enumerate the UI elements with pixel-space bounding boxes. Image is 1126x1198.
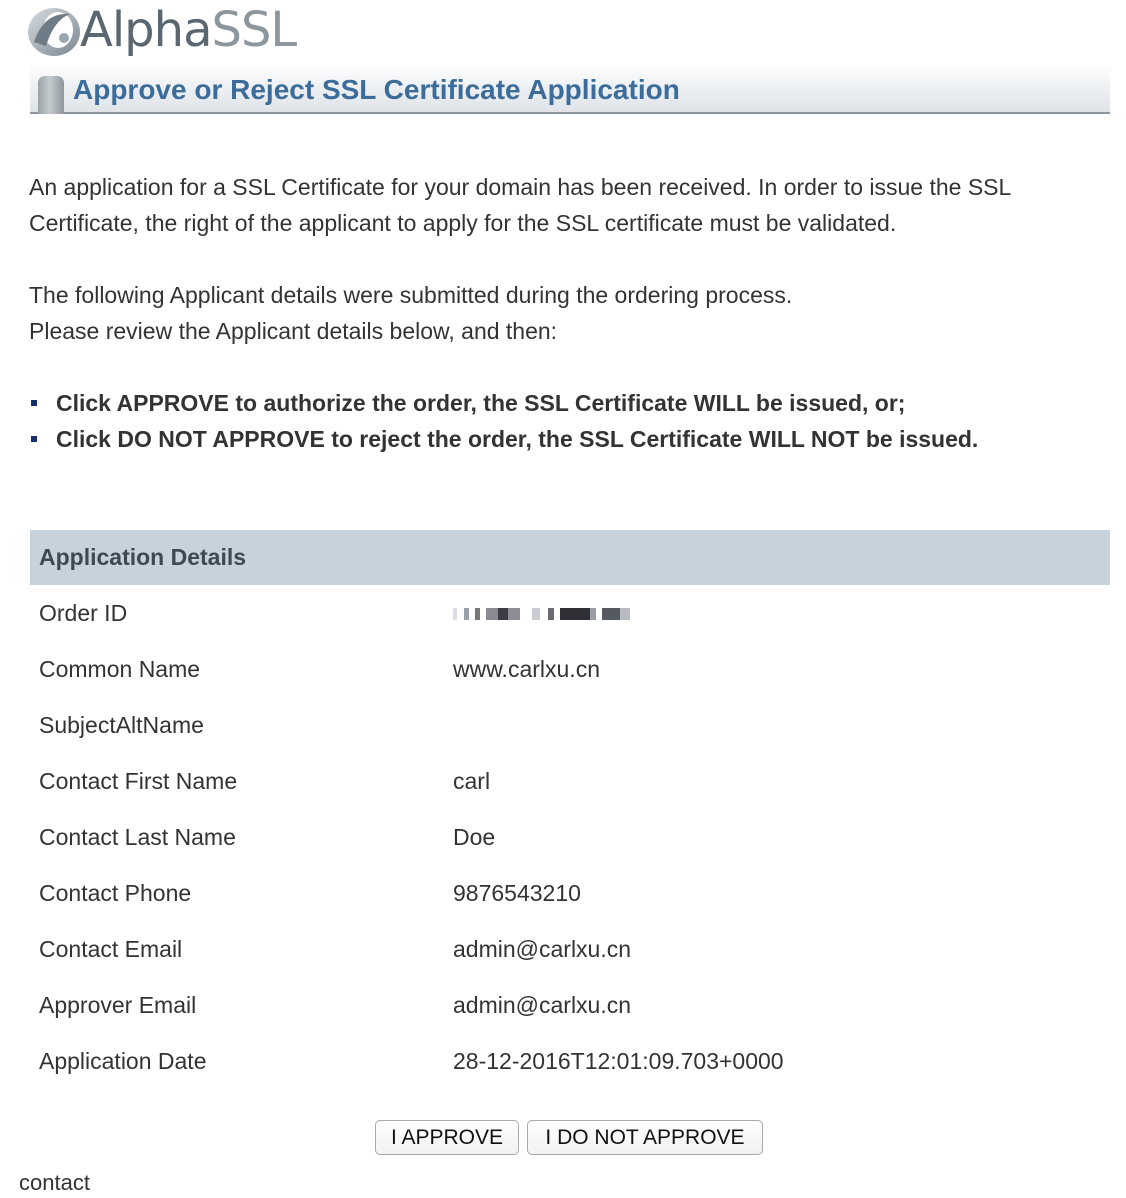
table-row — [30, 641, 1110, 697]
order-id-value — [453, 599, 1110, 627]
table-row — [30, 809, 1110, 865]
row-label: Contact Phone — [39, 879, 192, 906]
row-value: admin@carlxu.cn — [453, 935, 632, 962]
tab-marker-icon — [38, 76, 64, 114]
table-row — [30, 921, 1110, 977]
action-list — [29, 385, 978, 457]
bullet-icon — [31, 436, 37, 442]
row-value: admin@carlxu.cn — [453, 991, 632, 1018]
table-row — [30, 1033, 1110, 1089]
title-bar — [30, 64, 1110, 114]
alphassl-swirl-icon — [24, 2, 82, 58]
table-row — [30, 753, 1110, 809]
contact-link[interactable]: contact — [19, 1170, 90, 1195]
reject-instruction — [29, 421, 978, 457]
application-details-table — [30, 530, 1110, 1089]
table-row — [30, 585, 1110, 641]
application-details-header: Application Details — [30, 530, 1110, 585]
table-row — [30, 977, 1110, 1033]
row-label: Contact Email — [39, 935, 183, 962]
row-value: www.carlxu.cn — [453, 655, 600, 682]
row-value: Doe — [453, 823, 496, 850]
row-label: SubjectAltName — [39, 711, 204, 738]
reject-instruction-text: Click DO NOT APPROVE to reject the order, the SSL Certificate WILL NOT be issued. — [56, 426, 979, 452]
instructions-line-1: The following Applicant details were submitted during the ordering process. — [29, 282, 793, 308]
row-label: Contact Last Name — [39, 823, 236, 850]
approve-button[interactable]: I APPROVE — [375, 1120, 519, 1155]
do-not-approve-button[interactable]: I DO NOT APPROVE — [527, 1120, 763, 1155]
row-label: Common Name — [39, 655, 201, 682]
row-value: carl — [453, 767, 491, 794]
row-label: Application Date — [39, 1047, 207, 1074]
row-label: Approver Email — [39, 991, 197, 1018]
logo-wordmark — [80, 2, 296, 58]
row-value: 9876543210 — [453, 879, 581, 906]
row-label: Order ID — [39, 599, 128, 626]
bullet-icon — [31, 400, 37, 406]
page-title: Approve or Reject SSL Certificate Application — [73, 74, 680, 105]
alphassl-logo — [24, 0, 296, 60]
table-row — [30, 865, 1110, 921]
table-row — [30, 697, 1110, 753]
row-label: Contact First Name — [39, 767, 238, 794]
approve-instruction-text: Click APPROVE to authorize the order, the SSL Certificate WILL be issued, or; — [56, 390, 906, 416]
instructions-paragraph — [29, 277, 1109, 349]
approve-instruction — [29, 385, 978, 421]
logo-alpha: Alpha — [80, 2, 212, 58]
logo-ssl: SSL — [211, 2, 297, 58]
row-value: 28-12-2016T12:01:09.703+0000 — [453, 1047, 784, 1074]
instructions-line-2: Please review the Applicant details below, and then: — [29, 318, 558, 344]
redacted-order-id — [453, 601, 630, 627]
intro-paragraph: An application for a SSL Certificate for your domain has been received. In order to issue the SSL Certificate, the right of the applicant to apply for the SSL certificate must be validated. — [29, 174, 1011, 236]
